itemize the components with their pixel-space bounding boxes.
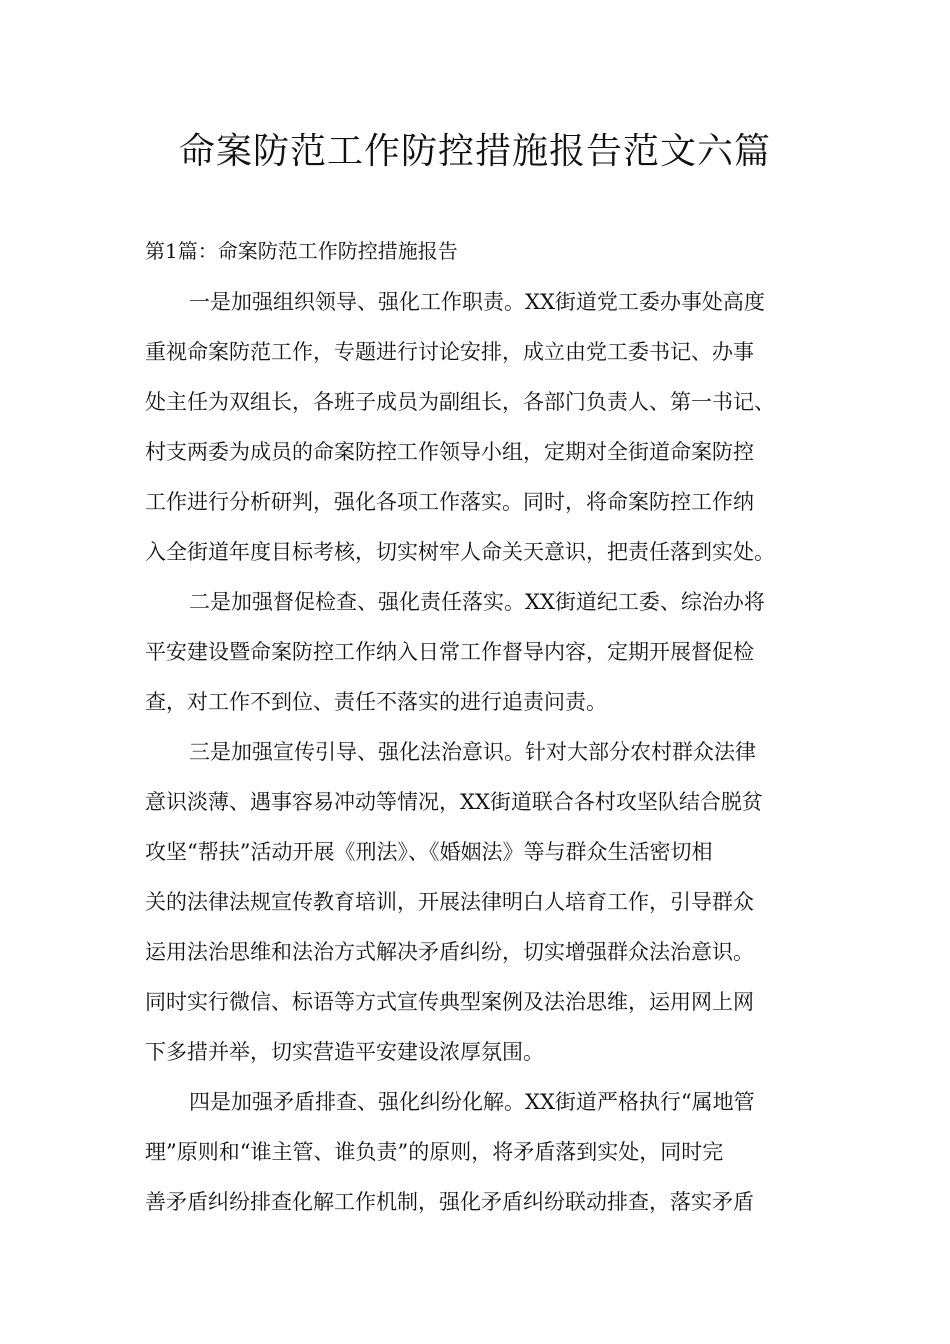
paragraph-line: 入全街道年度目标考核，切实树牢人命关天意识，把责任落到实处。 — [145, 540, 775, 564]
paragraph-line: 查，对工作不到位、责任不落实的进行追责问责。 — [145, 690, 607, 714]
paragraph-line: 二是加强督促检查、强化责任落实。XX街道纪工委、综治办将 — [189, 590, 765, 614]
paragraph-line: 处主任为双组长，各班子成员为副组长，各部门负责人、第一书记、 — [145, 390, 775, 414]
paragraph-line: 一是加强组织领导、强化工作职责。XX街道党工委办事处高度 — [189, 290, 765, 314]
paragraph-line: 工作进行分析研判，强化各项工作落实。同时，将命案防控工作纳 — [145, 490, 754, 514]
paragraph-line: 理”原则和“谁主管、谁负责”的原则，将矛盾落到实处，同时完 — [145, 1140, 724, 1164]
paragraph-line: 意识淡薄、遇事容易冲动等情况，XX街道联合各村攻坚队结合脱贫 — [145, 790, 763, 814]
paragraph-line: 同时实行微信、标语等方式宣传典型案例及法治思维，运用网上网 — [145, 990, 754, 1014]
paragraph-line: 四是加强矛盾排查、强化纠纷化解。XX街道严格执行“属地管 — [189, 1090, 755, 1114]
document-title: 命案防范工作防控措施报告范文六篇 — [178, 131, 771, 172]
paragraph-line: 三是加强宣传引导、强化法治意识。针对大部分农村群众法律 — [189, 740, 756, 764]
section-heading: 第1篇：命案防范工作防控措施报告 — [145, 239, 458, 263]
paragraph-line: 运用法治思维和法治方式解决矛盾纠纷，切实增强群众法治意识。 — [145, 940, 754, 964]
paragraph-line: 村支两委为成员的命案防控工作领导小组，定期对全街道命案防控 — [145, 440, 754, 464]
paragraph-line: 下多措并举，切实营造平安建设浓厚氛围。 — [145, 1040, 544, 1064]
document-body — [145, 284, 805, 1234]
paragraph-line: 善矛盾纠纷排查化解工作机制，强化矛盾纠纷联动排查，落实矛盾 — [145, 1190, 754, 1214]
paragraph-line: 重视命案防范工作，专题进行讨论安排，成立由党工委书记、办事 — [145, 340, 754, 364]
paragraph-line: 关的法律法规宣传教育培训，开展法律明白人培育工作，引导群众 — [145, 890, 754, 914]
paragraph-line: 攻坚“帮扶”活动开展《刑法》、《婚姻法》等与群众生活密切相 — [145, 840, 713, 864]
paragraph-line: 平安建设暨命案防控工作纳入日常工作督导内容，定期开展督促检 — [145, 640, 754, 664]
